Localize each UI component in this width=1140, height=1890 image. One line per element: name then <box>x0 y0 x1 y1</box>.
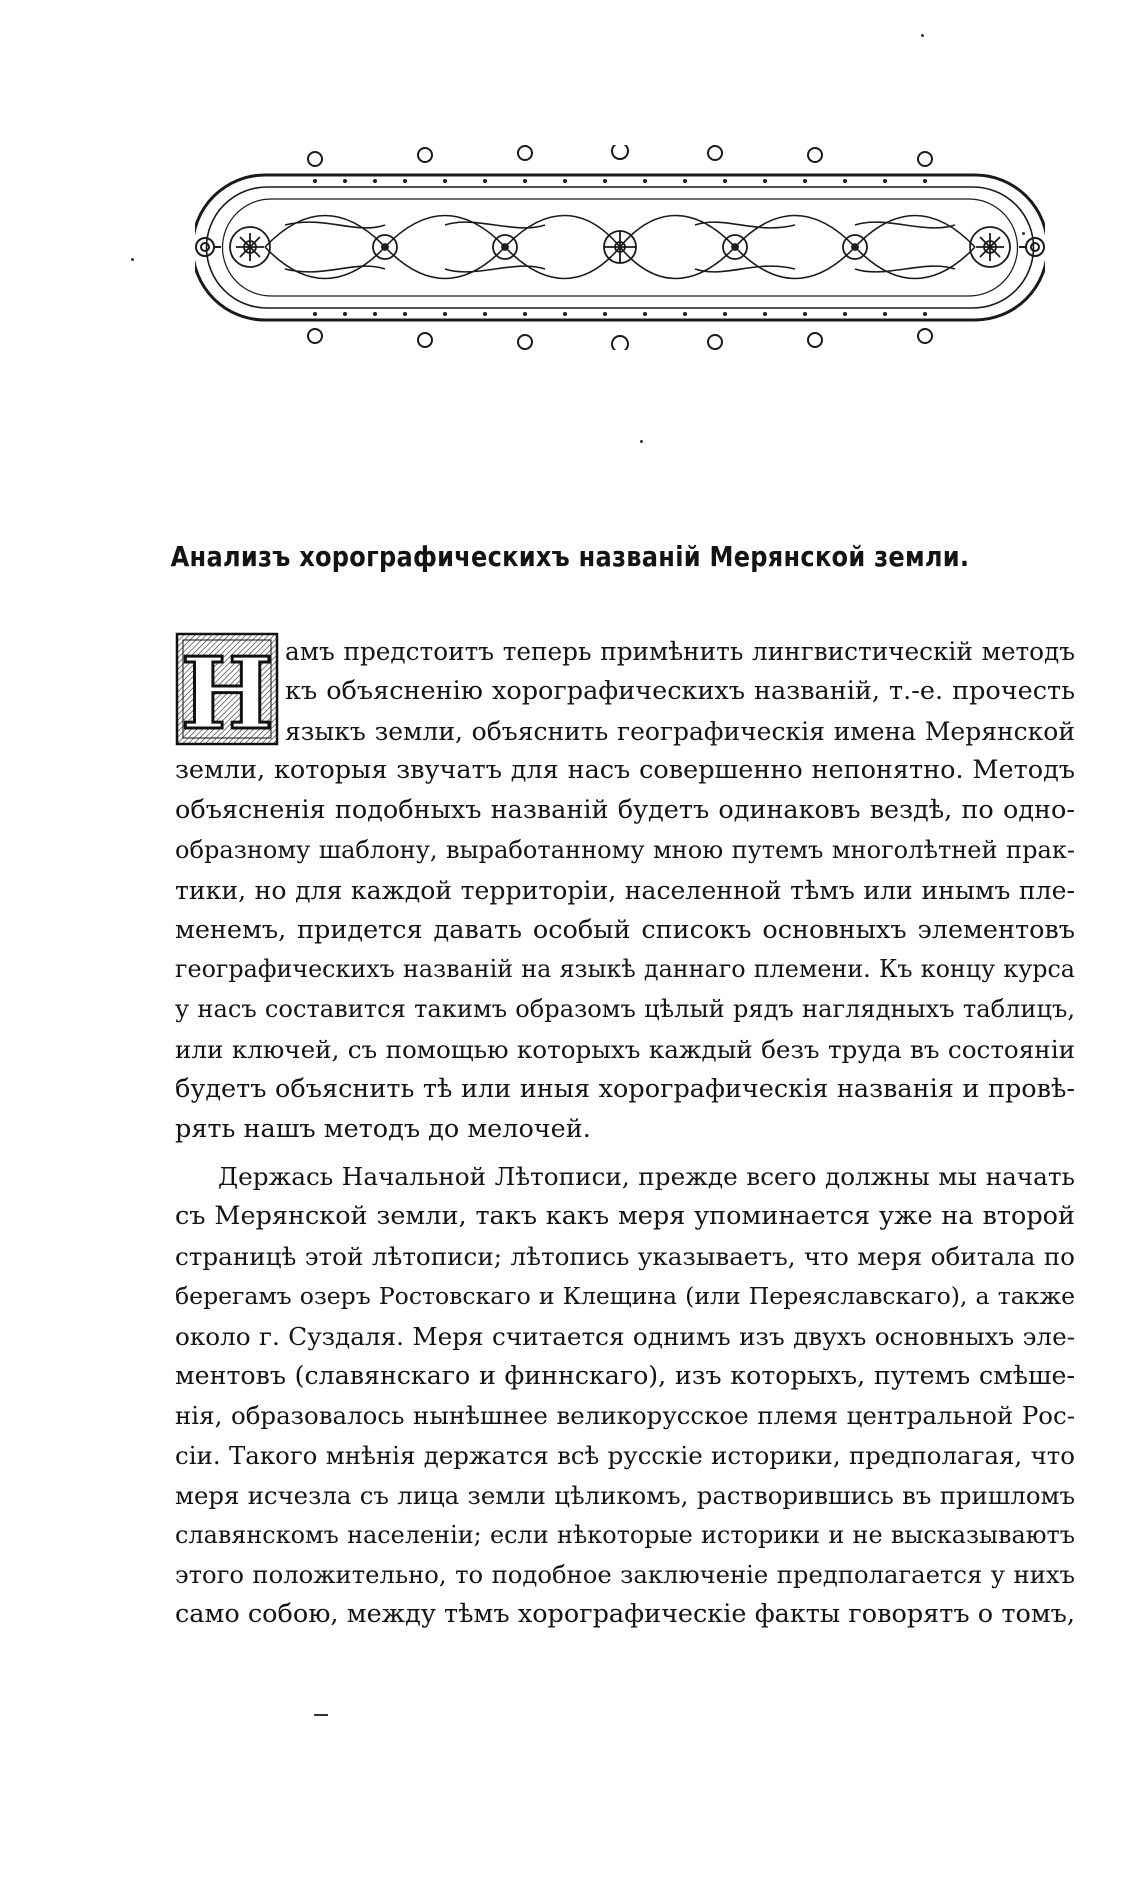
text-line: нія, образовалось нынѣшнее великорусское племя центральной Рос- <box>175 1401 1075 1431</box>
text-line: языкъ земли, объяснить географическія имена Мерянской <box>285 716 1075 746</box>
text-line: этого положительно, то подобное заключеніе предполагается у нихъ <box>175 1560 1075 1590</box>
footer-mark <box>314 1714 328 1716</box>
text-line: объясненія подобныхъ названій будетъ одинаковъ вездѣ, по одно- <box>175 795 1075 826</box>
text-line: менемъ, придется давать особый списокъ основныхъ элементовъ <box>175 914 1075 945</box>
text-line: у насъ составится такимъ образомъ цѣлый рядъ наглядныхъ таблицъ, <box>175 995 1075 1024</box>
text-line: сіи. Такого мнѣнія держатся всѣ русскіе историки, предполагая, что <box>175 1440 1075 1470</box>
paragraph-2 <box>175 1157 1075 1635</box>
text-line: географическихъ названій на языкѣ даннаго племени. Къ концу курса <box>175 955 1075 984</box>
text-line: Держась Начальной Лѣтописи, прежде всего должны мы начать <box>218 1162 1075 1192</box>
text-line: меря исчезла съ лица земли цѣликомъ, растворившись въ пришломъ <box>175 1480 1075 1510</box>
text-line: земли, которыя звучатъ для насъ совершенно непонятно. Методъ <box>175 755 1075 786</box>
text-line: съ Мерянской земли, такъ какъ меря упоминается уже на второй <box>175 1201 1075 1232</box>
text-line: образному шаблону, выработанному мною путемъ многолѣтней прак- <box>175 835 1075 864</box>
text-line: славянскомъ населеніи; если нѣкоторые историки и не высказываютъ <box>175 1520 1075 1549</box>
body-text <box>175 632 1075 1635</box>
scan-speck <box>640 440 643 443</box>
text-line: страницѣ этой лѣтописи; лѣтопись указываетъ, что меря обитала по <box>175 1241 1075 1271</box>
text-line: амъ предстоитъ теперь примѣнить лингвистическій методъ <box>285 637 1075 666</box>
text-line: къ объясненію хорографическихъ названій, т.-е. прочесть <box>285 675 1075 706</box>
text-line: ментовъ (славянскаго и финнскаго), изъ которыхъ, путемъ смѣше- <box>175 1361 1075 1391</box>
text-line: рять нашъ методъ до мелочей. <box>175 1113 591 1144</box>
page-title: Анализъ хорографическихъ названій Мерянской земли. <box>170 540 970 573</box>
text-line: само собою, между тѣмъ хорографическіе факты говорятъ о томъ, <box>175 1599 1075 1630</box>
text-line: тики, но для каждой территоріи, населенной тѣмъ или инымъ пле- <box>175 875 1075 905</box>
text-line: около г. Суздаля. Меря считается однимъ изъ двухъ основныхъ эле- <box>175 1321 1075 1351</box>
text-line: будетъ объяснить тѣ или иныя хорографическія названія и провѣ- <box>175 1073 1075 1104</box>
text-line: или ключей, съ помощью которыхъ каждый безъ труда въ состояніи <box>175 1034 1075 1064</box>
ornamental-headpiece <box>195 145 1045 350</box>
paragraph-1 <box>175 632 1075 1149</box>
svg-text:Н: Н <box>180 637 274 746</box>
text-line: берегамъ озеръ Ростовскаго и Клещина (или Переяславскаго), а также <box>175 1281 1075 1310</box>
scan-speck <box>921 34 924 37</box>
scan-speck <box>131 258 134 261</box>
